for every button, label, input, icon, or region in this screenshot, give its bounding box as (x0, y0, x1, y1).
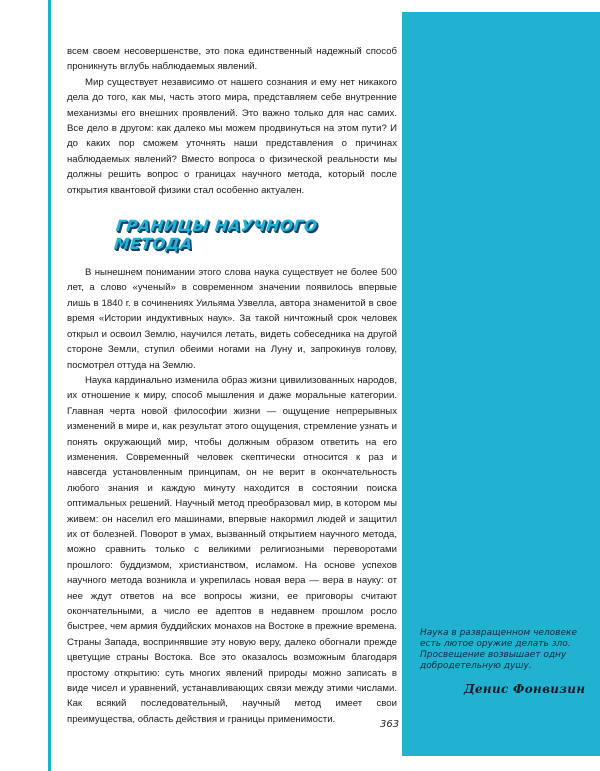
section-heading: ГРАНИЦЫ НАУЧНОГО МЕТОДА (113, 217, 319, 254)
main-text-column (67, 44, 397, 727)
left-accent-rule (48, 0, 51, 771)
quote-author: Денис Фонвизин (464, 682, 586, 696)
intro-paragraph-1: всем своем несовершенстве, это пока единственный надежный способ проникнуть вглубь наблюдаемых явлений. (67, 46, 397, 73)
intro-paragraph-2: Мир существует независимо от нашего сознания и ему нет никакого дела до того, как мы, часть этого мира, представляем себе внутренние механизмы его внешних проявлений. Это важно только для нас самих. Все дело в другом: как далеко мы можем продвинуться на этом пути? И до каких пор сможем уточнять наши представления о причинах наблюдаемых явлений? Вместо вопроса о физической реальности мы должны решить вопрос о границах научного метода, который после открытия квантовой физики стал особенно актуален. (67, 76, 397, 196)
section-paragraph-1: В нынешнем понимании этого слова наука существует не более 500 лет, а слово «ученый» в современном значении появилось впервые лишь в 1840 г. в сочинениях Уильяма Узвелла, автора знаменитой в свое время «Истории индуктивных наук». За такой ничтожный срок человек открыл и освоил Землю, научился летать, видеть собеседника на другой стороне Земли, ступил обеими ногами на Луну и, запрокинув голову, посмотрел оттуда на Землю. (67, 267, 397, 371)
section-paragraph-2: Наука кардинально изменила образ жизни цивилизованных народов, их отношение к миру, способ мышления и даже моральные категории. Главная черта новой философии жизни — ощущение непрерывных изменений в мире и, как результат этого ощущения, стремление узнать и понять окружающий мир, чтобы должным образом ответить на его изменения. Современный человек скептически относится к раз и навсегда установленным принципам, он не верит в окончательность любого знания и каждую минуту находится в состоянии поиска оптимальных решений. Научный метод преобразовал мир, в котором мы живем: он населил его машинами, впервые накормил людей и защитил их от болезней. Поворот в умах, вызванный открытием научного метода, можно сравнить только с великими религиозными переворотами прошлого: буддизмом, христианством, исламом. На основе успехов научного метода возникла и укрепилась новая вера — вера в науку: от нее ждут ответов на все вопросы жизни, ее приговоры считают окончательными, а число ее адептов в недавнем прошлом росло быстрее, чем армия буддийских монахов на Востоке в прежние времена. Страны Запада, воспринявшие эту новую веру, далеко обогнали прежде цветущие страны Востока. Все это оказалось возможным благодаря простому открытию: суть многих явлений природы можно записать в виде чисел и уравнений, устанавливающих связи между этими числами. Как всякий последовательный, научный метод имеет свои преимущества, область действия и границы применимости. (67, 374, 397, 725)
quote-text: Наука в развращенном человеке есть лютое оружие делать зло. Просвещение возвышает одну добродетельную душу. (420, 628, 577, 671)
page-number: 363 (380, 719, 400, 730)
sidebar-quote (420, 628, 590, 696)
